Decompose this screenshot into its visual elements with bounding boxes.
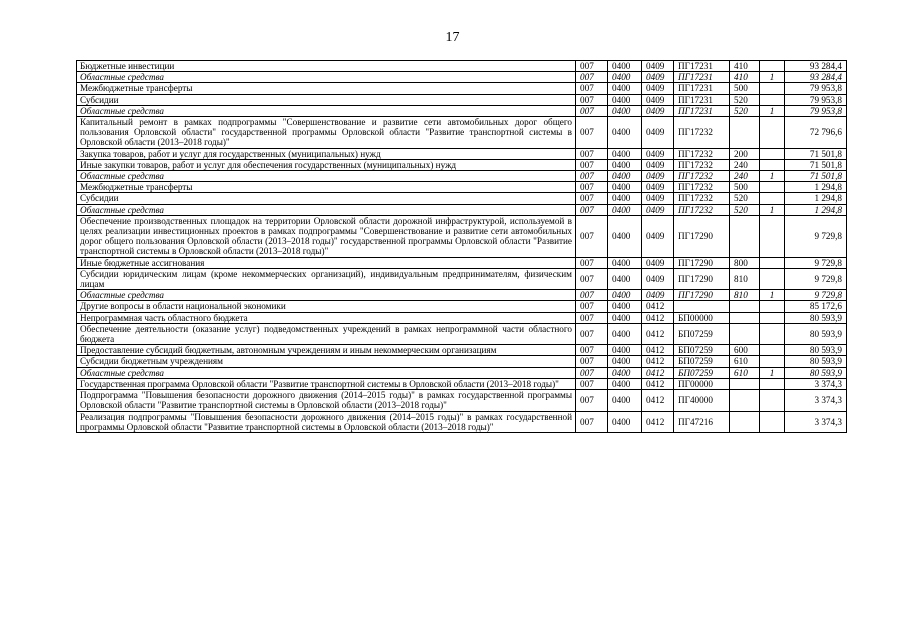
row-fund-source xyxy=(760,411,785,432)
row-section-code: 0400 xyxy=(608,290,642,301)
row-fund-source xyxy=(760,268,785,289)
row-target-article: ПГ17232 xyxy=(674,204,730,215)
table-row xyxy=(77,148,847,159)
row-expense-type: 810 xyxy=(730,268,760,289)
table-row xyxy=(77,345,847,356)
row-section-code: 0400 xyxy=(608,268,642,289)
row-expense-type: 200 xyxy=(730,148,760,159)
row-subsection-code: 0409 xyxy=(642,171,674,182)
row-amount: 71 501,8 xyxy=(785,148,847,159)
row-section-code: 0400 xyxy=(608,117,642,149)
row-amount: 71 501,8 xyxy=(785,159,847,170)
row-ved-code: 007 xyxy=(576,312,608,323)
row-name: Подпрограмма "Повышения безопасности дорожного движения (2014–2015 годы)" в рамках государственной программы Орловской области "Развитие транспортной системы в Орловской области (2013–2018 годы)" xyxy=(77,390,576,411)
row-fund-source: 1 xyxy=(760,367,785,378)
row-name: Иные бюджетные ассигнования xyxy=(77,257,576,268)
row-section-code: 0400 xyxy=(608,411,642,432)
row-name: Предоставление субсидий бюджетным, автономным учреждениям и иным некоммерческим организациям xyxy=(77,345,576,356)
row-name: Субсидии xyxy=(77,94,576,105)
table-row xyxy=(77,411,847,432)
row-fund-source: 1 xyxy=(760,72,785,83)
row-target-article: ПГ17231 xyxy=(674,61,730,72)
row-expense-type: 240 xyxy=(730,171,760,182)
row-fund-source xyxy=(760,94,785,105)
row-amount: 72 796,6 xyxy=(785,117,847,149)
row-fund-source xyxy=(760,182,785,193)
table-row xyxy=(77,290,847,301)
row-ved-code: 007 xyxy=(576,390,608,411)
row-fund-source: 1 xyxy=(760,171,785,182)
row-section-code: 0400 xyxy=(608,378,642,389)
table-row xyxy=(77,83,847,94)
row-target-article: ПГ17231 xyxy=(674,105,730,116)
row-name: Закупка товаров, работ и услуг для государственных (муниципальных) нужд xyxy=(77,148,576,159)
row-section-code: 0400 xyxy=(608,193,642,204)
row-amount: 3 374,3 xyxy=(785,390,847,411)
row-fund-source xyxy=(760,83,785,94)
row-expense-type: 810 xyxy=(730,290,760,301)
row-name: Областные средства xyxy=(77,367,576,378)
row-fund-source xyxy=(760,215,785,257)
row-subsection-code: 0409 xyxy=(642,215,674,257)
row-expense-type: 520 xyxy=(730,105,760,116)
row-subsection-code: 0412 xyxy=(642,390,674,411)
table-row xyxy=(77,204,847,215)
row-target-article: БП07259 xyxy=(674,356,730,367)
row-section-code: 0400 xyxy=(608,390,642,411)
row-target-article: ПГ17232 xyxy=(674,148,730,159)
row-fund-source xyxy=(760,378,785,389)
row-section-code: 0400 xyxy=(608,215,642,257)
row-name: Капитальный ремонт в рамках подпрограммы "Совершенствование и развитие сети автомобильных дорог общего пользования Орловской области" государственной программы Орловской области "Развитие транспортной системы в Орловской области (2013–2018 годы)" xyxy=(77,117,576,149)
table-row xyxy=(77,323,847,344)
row-amount: 9 729,8 xyxy=(785,215,847,257)
row-target-article: БП07259 xyxy=(674,367,730,378)
row-amount: 3 374,3 xyxy=(785,378,847,389)
row-ved-code: 007 xyxy=(576,148,608,159)
row-fund-source xyxy=(760,193,785,204)
row-target-article: БП07259 xyxy=(674,323,730,344)
row-amount: 71 501,8 xyxy=(785,171,847,182)
table-row xyxy=(77,94,847,105)
row-ved-code: 007 xyxy=(576,215,608,257)
table-row xyxy=(77,268,847,289)
row-fund-source xyxy=(760,345,785,356)
row-amount: 79 953,8 xyxy=(785,105,847,116)
row-ved-code: 007 xyxy=(576,117,608,149)
row-subsection-code: 0412 xyxy=(642,378,674,389)
row-fund-source xyxy=(760,148,785,159)
row-expense-type xyxy=(730,411,760,432)
row-name: Межбюджетные трансферты xyxy=(77,182,576,193)
row-subsection-code: 0409 xyxy=(642,148,674,159)
row-name: Обеспечение производственных площадок на территории Орловской области дорожной инфраструктурой, используемой в целях реализации инвестиционных проектов в рамках подпрограммы "Совершенствование и развитие сети автомобильных дорог общего пользования Орловской области (2013–2018 годы)" государственной программы Орловской области "Развитие транспортной системы в Орловской области (2013–2018 годы)" xyxy=(77,215,576,257)
row-amount: 80 593,9 xyxy=(785,323,847,344)
row-target-article: ПГ17232 xyxy=(674,159,730,170)
row-ved-code: 007 xyxy=(576,301,608,312)
row-subsection-code: 0409 xyxy=(642,105,674,116)
row-amount: 1 294,8 xyxy=(785,204,847,215)
row-section-code: 0400 xyxy=(608,301,642,312)
row-section-code: 0400 xyxy=(608,159,642,170)
row-name: Субсидии xyxy=(77,193,576,204)
row-section-code: 0400 xyxy=(608,312,642,323)
row-fund-source xyxy=(760,117,785,149)
row-expense-type xyxy=(730,312,760,323)
row-section-code: 0400 xyxy=(608,72,642,83)
row-expense-type xyxy=(730,323,760,344)
row-subsection-code: 0412 xyxy=(642,323,674,344)
row-target-article: ПГ17232 xyxy=(674,193,730,204)
row-target-article: ПГ17232 xyxy=(674,117,730,149)
row-amount: 1 294,8 xyxy=(785,182,847,193)
row-fund-source xyxy=(760,61,785,72)
row-expense-type: 520 xyxy=(730,94,760,105)
row-amount: 1 294,8 xyxy=(785,193,847,204)
row-expense-type: 610 xyxy=(730,356,760,367)
row-ved-code: 007 xyxy=(576,171,608,182)
row-ved-code: 007 xyxy=(576,411,608,432)
row-amount: 80 593,9 xyxy=(785,367,847,378)
row-name: Областные средства xyxy=(77,105,576,116)
row-ved-code: 007 xyxy=(576,367,608,378)
row-fund-source xyxy=(760,323,785,344)
row-ved-code: 007 xyxy=(576,72,608,83)
table-row xyxy=(77,182,847,193)
table-row xyxy=(77,312,847,323)
row-expense-type xyxy=(730,301,760,312)
table-row xyxy=(77,257,847,268)
row-fund-source: 1 xyxy=(760,290,785,301)
row-amount: 9 729,8 xyxy=(785,257,847,268)
row-target-article: ПГ17231 xyxy=(674,83,730,94)
row-subsection-code: 0409 xyxy=(642,182,674,193)
row-ved-code: 007 xyxy=(576,105,608,116)
row-name: Субсидии бюджетным учреждениям xyxy=(77,356,576,367)
row-name: Реализация подпрограммы "Повышения безопасности дорожного движения (2014–2015 годы)" в рамках государственной программы Орловской области "Развитие транспортной системы в Орловской области (2013–2018 годы)" xyxy=(77,411,576,432)
row-target-article: ПГ17232 xyxy=(674,171,730,182)
row-subsection-code: 0412 xyxy=(642,411,674,432)
row-expense-type: 520 xyxy=(730,204,760,215)
row-expense-type: 240 xyxy=(730,159,760,170)
row-subsection-code: 0409 xyxy=(642,290,674,301)
table-row xyxy=(77,117,847,149)
row-subsection-code: 0409 xyxy=(642,257,674,268)
row-amount: 9 729,8 xyxy=(785,290,847,301)
row-section-code: 0400 xyxy=(608,257,642,268)
row-subsection-code: 0412 xyxy=(642,301,674,312)
row-ved-code: 007 xyxy=(576,83,608,94)
table-row xyxy=(77,61,847,72)
row-section-code: 0400 xyxy=(608,323,642,344)
row-amount: 80 593,9 xyxy=(785,312,847,323)
row-section-code: 0400 xyxy=(608,94,642,105)
row-fund-source: 1 xyxy=(760,204,785,215)
row-subsection-code: 0412 xyxy=(642,345,674,356)
row-section-code: 0400 xyxy=(608,148,642,159)
row-target-article xyxy=(674,301,730,312)
row-target-article: ПГ17290 xyxy=(674,257,730,268)
table-row xyxy=(77,378,847,389)
row-ved-code: 007 xyxy=(576,61,608,72)
row-name: Областные средства xyxy=(77,204,576,215)
row-ved-code: 007 xyxy=(576,345,608,356)
table-row xyxy=(77,193,847,204)
row-amount: 79 953,8 xyxy=(785,83,847,94)
row-ved-code: 007 xyxy=(576,193,608,204)
row-expense-type: 500 xyxy=(730,182,760,193)
row-name: Областные средства xyxy=(77,290,576,301)
row-expense-type xyxy=(730,378,760,389)
row-target-article: ПГ17290 xyxy=(674,268,730,289)
row-amount: 3 374,3 xyxy=(785,411,847,432)
row-amount: 80 593,9 xyxy=(785,345,847,356)
row-target-article: ПГ00000 xyxy=(674,378,730,389)
table-row xyxy=(77,105,847,116)
row-section-code: 0400 xyxy=(608,105,642,116)
row-expense-type xyxy=(730,215,760,257)
table-row xyxy=(77,215,847,257)
row-target-article: ПГ17290 xyxy=(674,290,730,301)
row-name: Областные средства xyxy=(77,72,576,83)
row-expense-type: 520 xyxy=(730,193,760,204)
row-subsection-code: 0409 xyxy=(642,159,674,170)
table-row xyxy=(77,159,847,170)
row-name: Иные закупки товаров, работ и услуг для обеспечения государственных (муниципальных) нужд xyxy=(77,159,576,170)
row-ved-code: 007 xyxy=(576,159,608,170)
table-row xyxy=(77,367,847,378)
row-ved-code: 007 xyxy=(576,204,608,215)
row-expense-type xyxy=(730,117,760,149)
row-subsection-code: 0409 xyxy=(642,193,674,204)
row-name: Обеспечение деятельности (оказание услуг) подведомственных учреждений в рамках непрограммной части областного бюджета xyxy=(77,323,576,344)
row-name: Непрограммная часть областного бюджета xyxy=(77,312,576,323)
budget-table xyxy=(76,60,847,433)
row-name: Государственная программа Орловской области "Развитие транспортной системы в Орловской области (2013–2018 годы)" xyxy=(77,378,576,389)
row-amount: 85 172,6 xyxy=(785,301,847,312)
row-amount: 93 284,4 xyxy=(785,61,847,72)
row-name: Субсидии юридическим лицам (кроме некоммерческих организаций), индивидуальным предпринимателям, физическим лицам xyxy=(77,268,576,289)
row-fund-source xyxy=(760,390,785,411)
table-row xyxy=(77,390,847,411)
row-expense-type: 600 xyxy=(730,345,760,356)
row-target-article: ПГ17231 xyxy=(674,94,730,105)
row-expense-type xyxy=(730,390,760,411)
row-ved-code: 007 xyxy=(576,182,608,193)
row-ved-code: 007 xyxy=(576,94,608,105)
row-section-code: 0400 xyxy=(608,182,642,193)
row-expense-type: 410 xyxy=(730,61,760,72)
row-name: Межбюджетные трансферты xyxy=(77,83,576,94)
row-fund-source xyxy=(760,356,785,367)
row-subsection-code: 0409 xyxy=(642,61,674,72)
row-ved-code: 007 xyxy=(576,323,608,344)
row-fund-source xyxy=(760,312,785,323)
row-section-code: 0400 xyxy=(608,204,642,215)
row-section-code: 0400 xyxy=(608,345,642,356)
row-subsection-code: 0412 xyxy=(642,312,674,323)
row-target-article: ПГ40000 xyxy=(674,390,730,411)
row-fund-source xyxy=(760,257,785,268)
row-section-code: 0400 xyxy=(608,367,642,378)
row-section-code: 0400 xyxy=(608,61,642,72)
row-amount: 80 593,9 xyxy=(785,356,847,367)
page-number: 17 xyxy=(445,30,460,45)
row-section-code: 0400 xyxy=(608,356,642,367)
row-subsection-code: 0412 xyxy=(642,367,674,378)
row-expense-type: 500 xyxy=(730,83,760,94)
row-subsection-code: 0409 xyxy=(642,204,674,215)
row-target-article: БП07259 xyxy=(674,345,730,356)
row-section-code: 0400 xyxy=(608,83,642,94)
row-ved-code: 007 xyxy=(576,356,608,367)
row-ved-code: 007 xyxy=(576,268,608,289)
row-fund-source xyxy=(760,159,785,170)
row-fund-source xyxy=(760,301,785,312)
row-subsection-code: 0409 xyxy=(642,268,674,289)
row-subsection-code: 0409 xyxy=(642,72,674,83)
row-expense-type: 610 xyxy=(730,367,760,378)
row-amount: 9 729,8 xyxy=(785,268,847,289)
row-ved-code: 007 xyxy=(576,378,608,389)
row-target-article: БП00000 xyxy=(674,312,730,323)
row-ved-code: 007 xyxy=(576,257,608,268)
row-name: Бюджетные инвестиции xyxy=(77,61,576,72)
row-target-article: ПГ47216 xyxy=(674,411,730,432)
row-subsection-code: 0409 xyxy=(642,94,674,105)
row-target-article: ПГ17290 xyxy=(674,215,730,257)
table-row xyxy=(77,171,847,182)
row-target-article: ПГ17231 xyxy=(674,72,730,83)
table-row xyxy=(77,72,847,83)
row-amount: 93 284,4 xyxy=(785,72,847,83)
row-subsection-code: 0412 xyxy=(642,356,674,367)
row-fund-source: 1 xyxy=(760,105,785,116)
row-name: Другие вопросы в области национальной экономики xyxy=(77,301,576,312)
row-name: Областные средства xyxy=(77,171,576,182)
row-ved-code: 007 xyxy=(576,290,608,301)
row-target-article: ПГ17232 xyxy=(674,182,730,193)
row-expense-type: 800 xyxy=(730,257,760,268)
row-expense-type: 410 xyxy=(730,72,760,83)
row-section-code: 0400 xyxy=(608,171,642,182)
row-subsection-code: 0409 xyxy=(642,117,674,149)
table-row xyxy=(77,301,847,312)
table-row xyxy=(77,356,847,367)
row-subsection-code: 0409 xyxy=(642,83,674,94)
row-amount: 79 953,8 xyxy=(785,94,847,105)
